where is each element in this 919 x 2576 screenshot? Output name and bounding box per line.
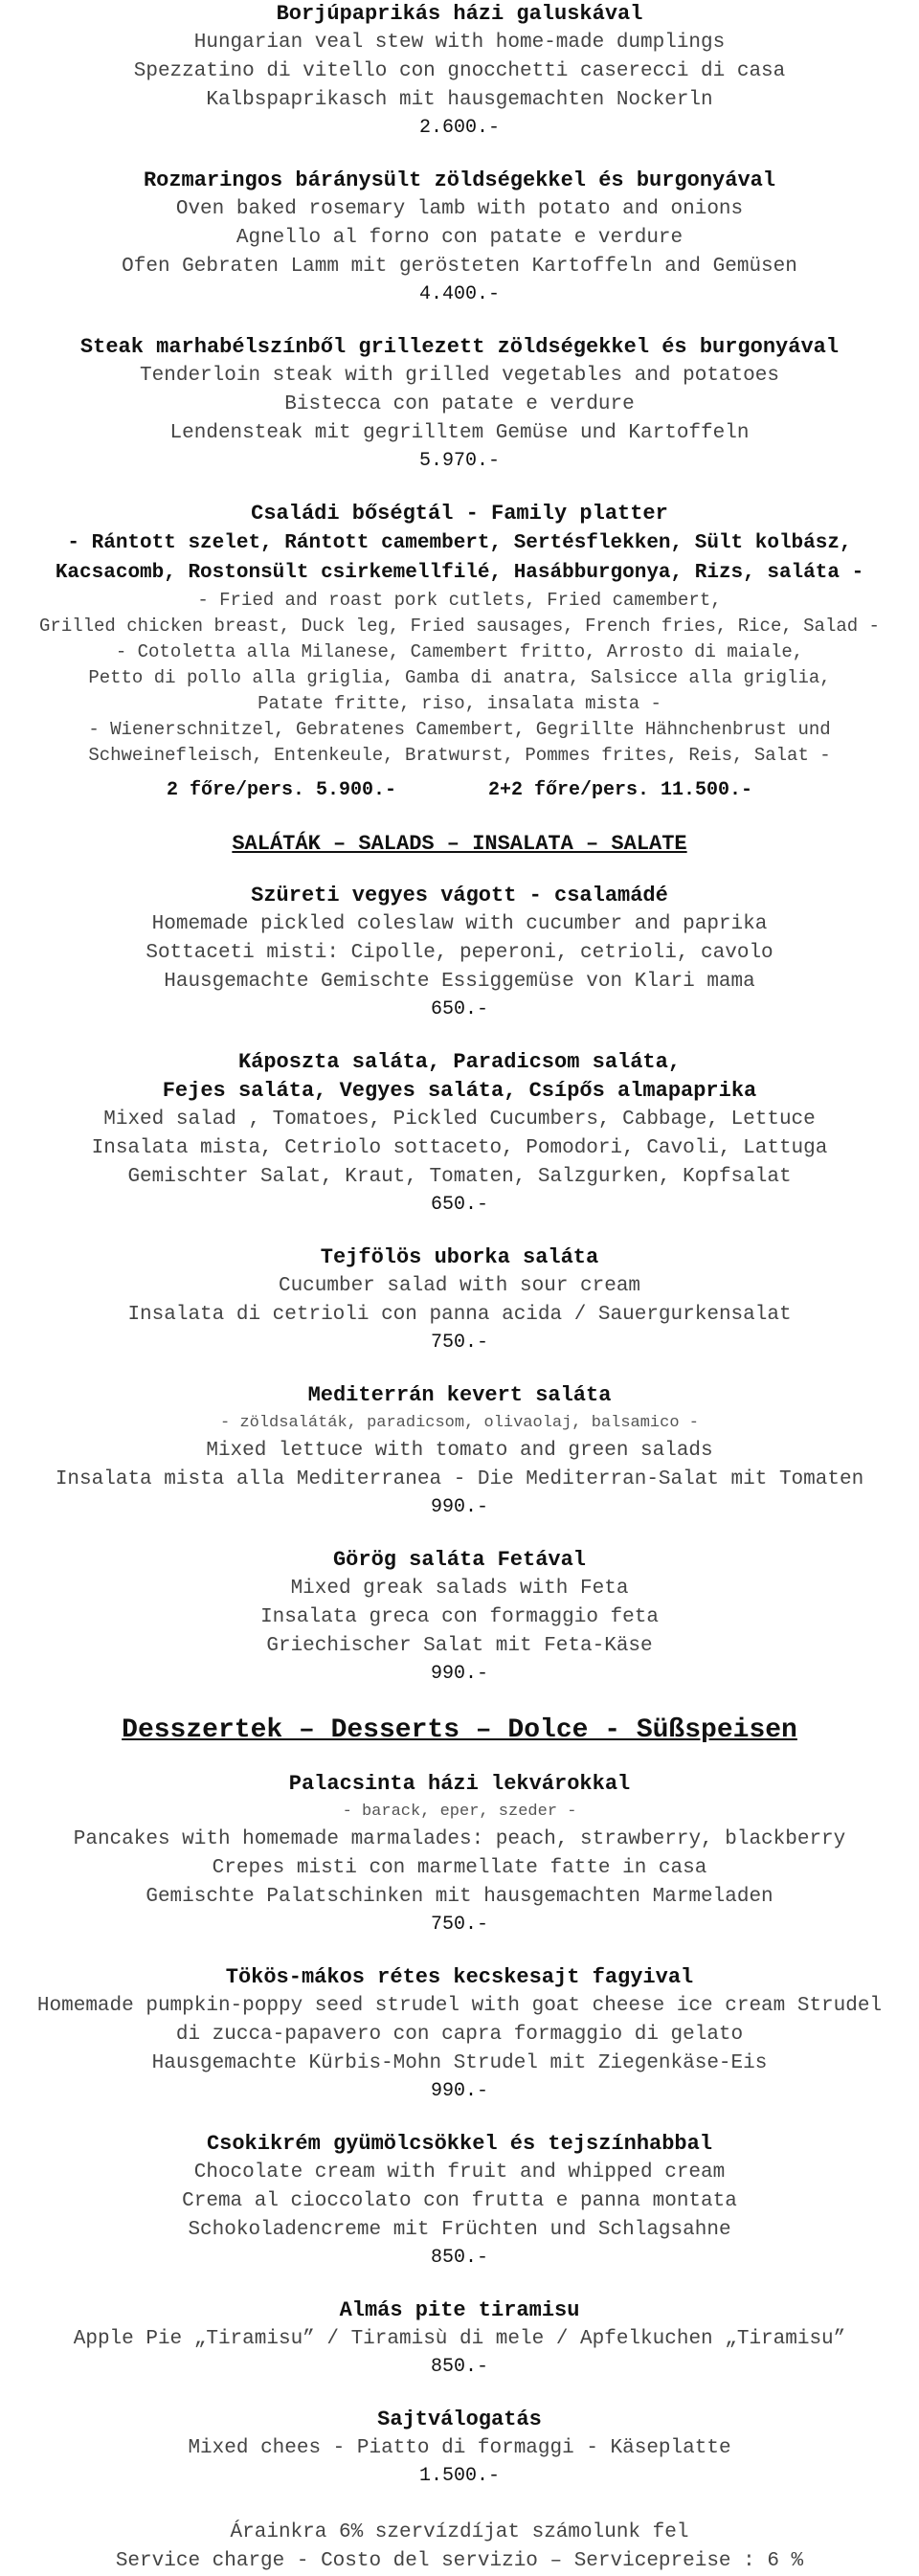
service-charge-note	[0, 2519, 919, 2576]
platter-translations	[0, 588, 919, 769]
dish-price: 850.-	[430, 2247, 488, 2269]
dish-description: Mixed greak salads with Feta	[290, 1578, 629, 1600]
dish-description: Ofen Gebraten Lamm mit gerösteten Kartoffeln and Gemüsen	[122, 256, 797, 278]
dish-description: Schweinefleisch, Entenkeule, Bratwurst, Pommes frites, Reis, Salat -	[88, 745, 831, 766]
dish-description: Oven baked rosemary lamb with potato and onions	[175, 198, 744, 220]
menu-item-cheese-platter	[0, 2406, 919, 2490]
dish-price: 750.-	[430, 1332, 488, 1354]
dish-description: Tenderloin steak with grilled vegetables and potatoes	[140, 365, 779, 387]
dish-title: Palacsinta házi lekvárokkal	[288, 1772, 631, 1796]
menu-item-mediterranean-salad	[0, 1381, 919, 1521]
dish-title: Fejes saláta, Vegyes saláta, Csípős almapaprika	[162, 1079, 757, 1103]
dish-price: 650.-	[430, 1194, 488, 1216]
dish-title: Almás pite tiramisu	[339, 2298, 580, 2322]
dish-title: Csokikrém gyümölcsökkel és tejszínhabbal	[206, 2132, 713, 2156]
footer-line: Árainkra 6% szervízdíjat számolunk fel	[230, 2521, 689, 2543]
dish-price: 990.-	[430, 1496, 488, 1518]
dish-description: Chocolate cream with fruit and whipped cream	[193, 2162, 726, 2184]
menu-item-cucumber-salad	[0, 1243, 919, 1356]
menu-item-steak	[0, 333, 919, 475]
dish-price: 650.-	[430, 998, 488, 1020]
dish-description: Schokoladencreme mit Früchten und Schlagsahne	[188, 2219, 731, 2241]
dish-description: - Wienerschnitzel, Gebratenes Camembert, Gegrillte Hähnchenbrust und	[88, 719, 831, 740]
dish-description: Insalata di cetrioli con panna acida / Sauergurkensalat	[127, 1304, 792, 1326]
dish-note: - barack, eper, szeder -	[342, 1803, 577, 1821]
dish-title: Sajtválogatás	[377, 2408, 542, 2431]
menu-item-pickled-salad	[0, 882, 919, 1023]
dish-title: Steak marhabélszínből grillezett zöldségekkel és burgonyával	[79, 335, 840, 359]
dish-description: Crepes misti con marmellate fatte in casa	[212, 1857, 707, 1879]
dish-description: Mixed salad , Tomatoes, Pickled Cucumbers, Cabbage, Lettuce	[103, 1109, 816, 1131]
dish-description: Insalata mista alla Mediterranea - Die Mediterran-Salat mit Tomaten	[55, 1468, 864, 1490]
section-heading-desserts: Desszertek – Desserts – Dolce - Süßspeisen	[122, 1715, 797, 1745]
dish-price-two-persons: 2 főre/pers. 5.900.-	[166, 779, 396, 801]
dish-title: Szüreti vegyes vágott - csalamádé	[251, 884, 668, 907]
dish-description: Bistecca con patate e verdure	[284, 393, 635, 415]
dish-price: 990.-	[430, 1663, 488, 1685]
dish-description: Petto di pollo alla griglia, Gamba di anatra, Salsicce alla griglia,	[88, 667, 831, 688]
dish-description: Hausgemachte Kürbis-Mohn Strudel mit Ziegenkäse-Eis	[151, 2052, 768, 2074]
dish-title: Rozmaringos báránysült zöldségekkel és burgonyával	[143, 168, 776, 192]
dish-description: Lendensteak mit gegrilltem Gemüse und Kartoffeln	[169, 422, 750, 444]
dish-description: Hungarian veal stew with home-made dumplings	[193, 32, 726, 54]
dish-description: Kalbspaprikasch mit hausgemachten Nockerln	[206, 89, 713, 111]
dish-description: Pancakes with homemade marmalades: peach, strawberry, blackberry	[73, 1828, 846, 1850]
dish-description: Homemade pickled coleslaw with cucumber and paprika	[151, 913, 768, 935]
menu-item-family-platter	[0, 500, 919, 805]
dish-description: Insalata greca con formaggio feta	[260, 1606, 659, 1628]
menu-item-strudel	[0, 1963, 919, 2105]
dish-description: Agnello al forno con patate e verdure	[235, 227, 684, 249]
dish-note: - zöldsaláták, paradicsom, olivaolaj, balsamico -	[220, 1414, 699, 1432]
footer-line: Service charge - Costo del servizio – Servicepreise : 6 %	[115, 2550, 804, 2572]
dish-title: Tejfölös uborka saláta	[320, 1245, 599, 1269]
dish-price: 750.-	[430, 1914, 488, 1936]
dish-description: - Cotoletta alla Milanese, Camembert fritto, Arrosto di maiale,	[115, 641, 804, 662]
dish-description: Apple Pie „Tiramisu” / Tiramisù di mele / Apfelkuchen „Tiramisu”	[73, 2328, 846, 2350]
dish-description: Crema al cioccolato con frutta e panna montata	[182, 2190, 737, 2212]
dish-description: Sottaceti misti: Cipolle, peperoni, cetrioli, cavolo	[146, 942, 773, 964]
dish-price: 2.600.-	[418, 117, 500, 139]
dish-description: di zucca-papavero con capra formaggio di gelato	[175, 2024, 744, 2046]
dish-description: Gemischter Salat, Kraut, Tomaten, Salzgurken, Kopfsalat	[127, 1166, 792, 1188]
dish-description: Griechischer Salat mit Feta-Käse	[266, 1635, 653, 1657]
platter-hungarian-list: Kacsacomb, Rostonsült csirkemellfilé, Hasábburgonya, Rizs, saláta -	[55, 562, 864, 584]
dish-price: 5.970.-	[418, 450, 500, 472]
dish-price-four-persons: 2+2 főre/pers. 11.500.-	[488, 779, 753, 801]
menu-item-apple-pie	[0, 2296, 919, 2381]
dish-title: Görög saláta Fetával	[332, 1548, 587, 1572]
dish-description: Hausgemachte Gemischte Essiggemüse von Klari mama	[164, 971, 755, 993]
menu-item-mixed-salads	[0, 1048, 919, 1219]
dish-title: Káposzta saláta, Paradicsom saláta,	[237, 1050, 682, 1074]
dish-description: Homemade pumpkin-poppy seed strudel with goat cheese ice cream Strudel	[36, 1995, 883, 2017]
dish-description: Mixed lettuce with tomato and green salads	[206, 1440, 713, 1462]
dish-description: - Fried and roast pork cutlets, Fried camembert,	[197, 590, 722, 611]
section-heading-salads: SALÁTÁK – SALADS – INSALATA – SALATE	[232, 832, 687, 856]
dish-description: Grilled chicken breast, Duck leg, Fried sausages, French fries, Rice, Salad -	[39, 616, 880, 637]
dish-title: Családi bőségtál - Family platter	[251, 502, 668, 526]
dish-description: Spezzatino di vitello con gnocchetti caserecci di casa	[133, 60, 786, 82]
dish-description: Cucumber salad with sour cream	[278, 1275, 641, 1297]
dish-description: Mixed chees - Piatto di formaggi - Käseplatte	[188, 2437, 731, 2459]
menu-item-pancakes	[0, 1770, 919, 1938]
dish-price: 4.400.-	[418, 283, 500, 305]
dish-title: Borjúpaprikás házi galuskával	[276, 2, 643, 26]
dish-description: Gemischte Palatschinken mit hausgemachten Marmeladen	[146, 1886, 773, 1908]
dish-price: 1.500.-	[418, 2465, 500, 2487]
dish-description: Insalata mista, Cetriolo sottaceto, Pomodori, Cavoli, Lattuga	[91, 1137, 828, 1159]
menu-item-chocolate-cream	[0, 2130, 919, 2272]
dish-title: Mediterrán kevert saláta	[307, 1383, 612, 1407]
dish-price: 850.-	[430, 2356, 488, 2378]
menu-item-lamb	[0, 167, 919, 308]
platter-hungarian-list: - Rántott szelet, Rántott camembert, Sertésflekken, Sült kolbász,	[67, 532, 852, 554]
dish-price: 990.-	[430, 2080, 488, 2102]
dish-title: Tökös-mákos rétes kecskesajt fagyival	[225, 1965, 694, 1989]
platter-prices	[0, 776, 919, 805]
menu-item-veal-stew	[0, 0, 919, 142]
menu-item-greek-salad	[0, 1546, 919, 1688]
dish-description: Patate fritte, riso, insalata mista -	[258, 693, 661, 714]
